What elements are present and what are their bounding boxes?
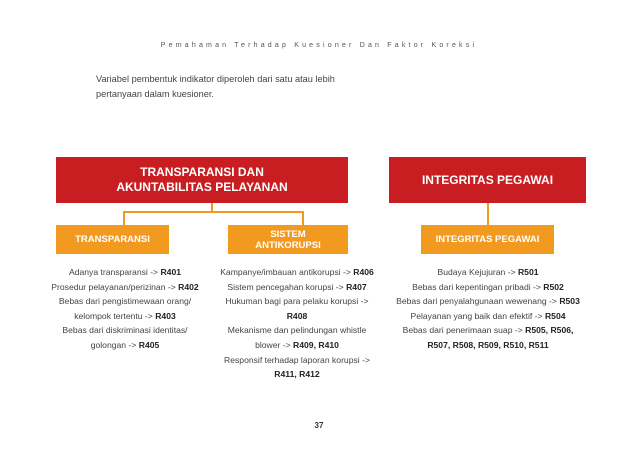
list-item: Responsif terhadap laporan korupsi ->: [224, 354, 370, 365]
list-item: Prosedur pelayanan/perizinan -> R402: [51, 281, 199, 292]
list-item: Budaya Kejujuran -> R501: [437, 267, 539, 277]
list-item: golongan -> R405: [90, 339, 160, 350]
sistem-antikorupsi-label: SISTEM ANTIKORUPSI: [255, 228, 321, 251]
list-item: Mekanisme dan pelindungan whistle: [227, 325, 367, 336]
list-item: R507, R508, R509, R510, R511: [427, 339, 549, 350]
sistem-antikorupsi-box: [228, 225, 348, 254]
integritas-pegawai-top-box: [389, 157, 586, 203]
antikorupsi-list: [207, 265, 387, 382]
list-item: Kampanye/imbauan antikorupsi -> R406: [220, 267, 374, 277]
transparansi-label: TRANSPARANSI: [75, 234, 150, 245]
list-item: Bebas dari penerimaan suap -> R505, R506,: [402, 325, 574, 336]
transparansi-list: [36, 265, 214, 353]
intro-paragraph: Variabel pembentuk indikator diperoleh dari satu atau lebih pertanyaan dalam kuesioner.: [96, 74, 335, 99]
list-item: Bebas dari penyalahgunaan wewenang -> R503: [396, 296, 580, 307]
connector-left-drop-1: [123, 211, 125, 225]
transparansi-box: [56, 225, 169, 254]
integritas-pegawai-top-label: INTEGRITAS PEGAWAI: [421, 173, 554, 187]
list-item: blower -> R409, R410: [255, 339, 339, 350]
list-item: Bebas dari kepentingan pribadi -> R502: [412, 281, 564, 292]
connector-left-drop-2: [302, 211, 304, 225]
list-item: R411, R412: [274, 369, 320, 380]
integritas-pegawai-sub-box: [421, 225, 554, 254]
list-item: Bebas dari pengistimewaan orang/: [58, 296, 192, 307]
list-item: Sistem pencegahan korupsi -> R407: [227, 281, 367, 292]
list-item: kelompok tertentu -> R403: [74, 310, 176, 321]
connector-right-stem: [487, 203, 489, 225]
list-item: Pelayanan yang baik dan efektif -> R504: [410, 310, 566, 321]
list-item: Bebas dari diskriminasi identitas/: [62, 325, 188, 336]
list-item: Adanya transparansi -> R401: [68, 267, 182, 277]
transparansi-akuntabilitas-label: TRANSPARANSI DAN AKUNTABILITAS PELAYANAN: [116, 165, 288, 194]
integritas-list: [388, 265, 588, 353]
transparansi-akuntabilitas-box: [56, 157, 348, 203]
list-item: Hukuman bagi para pelaku korupsi ->: [225, 296, 369, 307]
integritas-pegawai-sub-label: INTEGRITAS PEGAWAI: [435, 234, 540, 245]
list-item: R408: [286, 310, 308, 321]
page-number: 37: [314, 421, 324, 430]
connector-left-bar: [123, 211, 304, 213]
page-header: Pemahaman Terhadap Kuesioner Dan Faktor Koreksi: [160, 42, 478, 49]
